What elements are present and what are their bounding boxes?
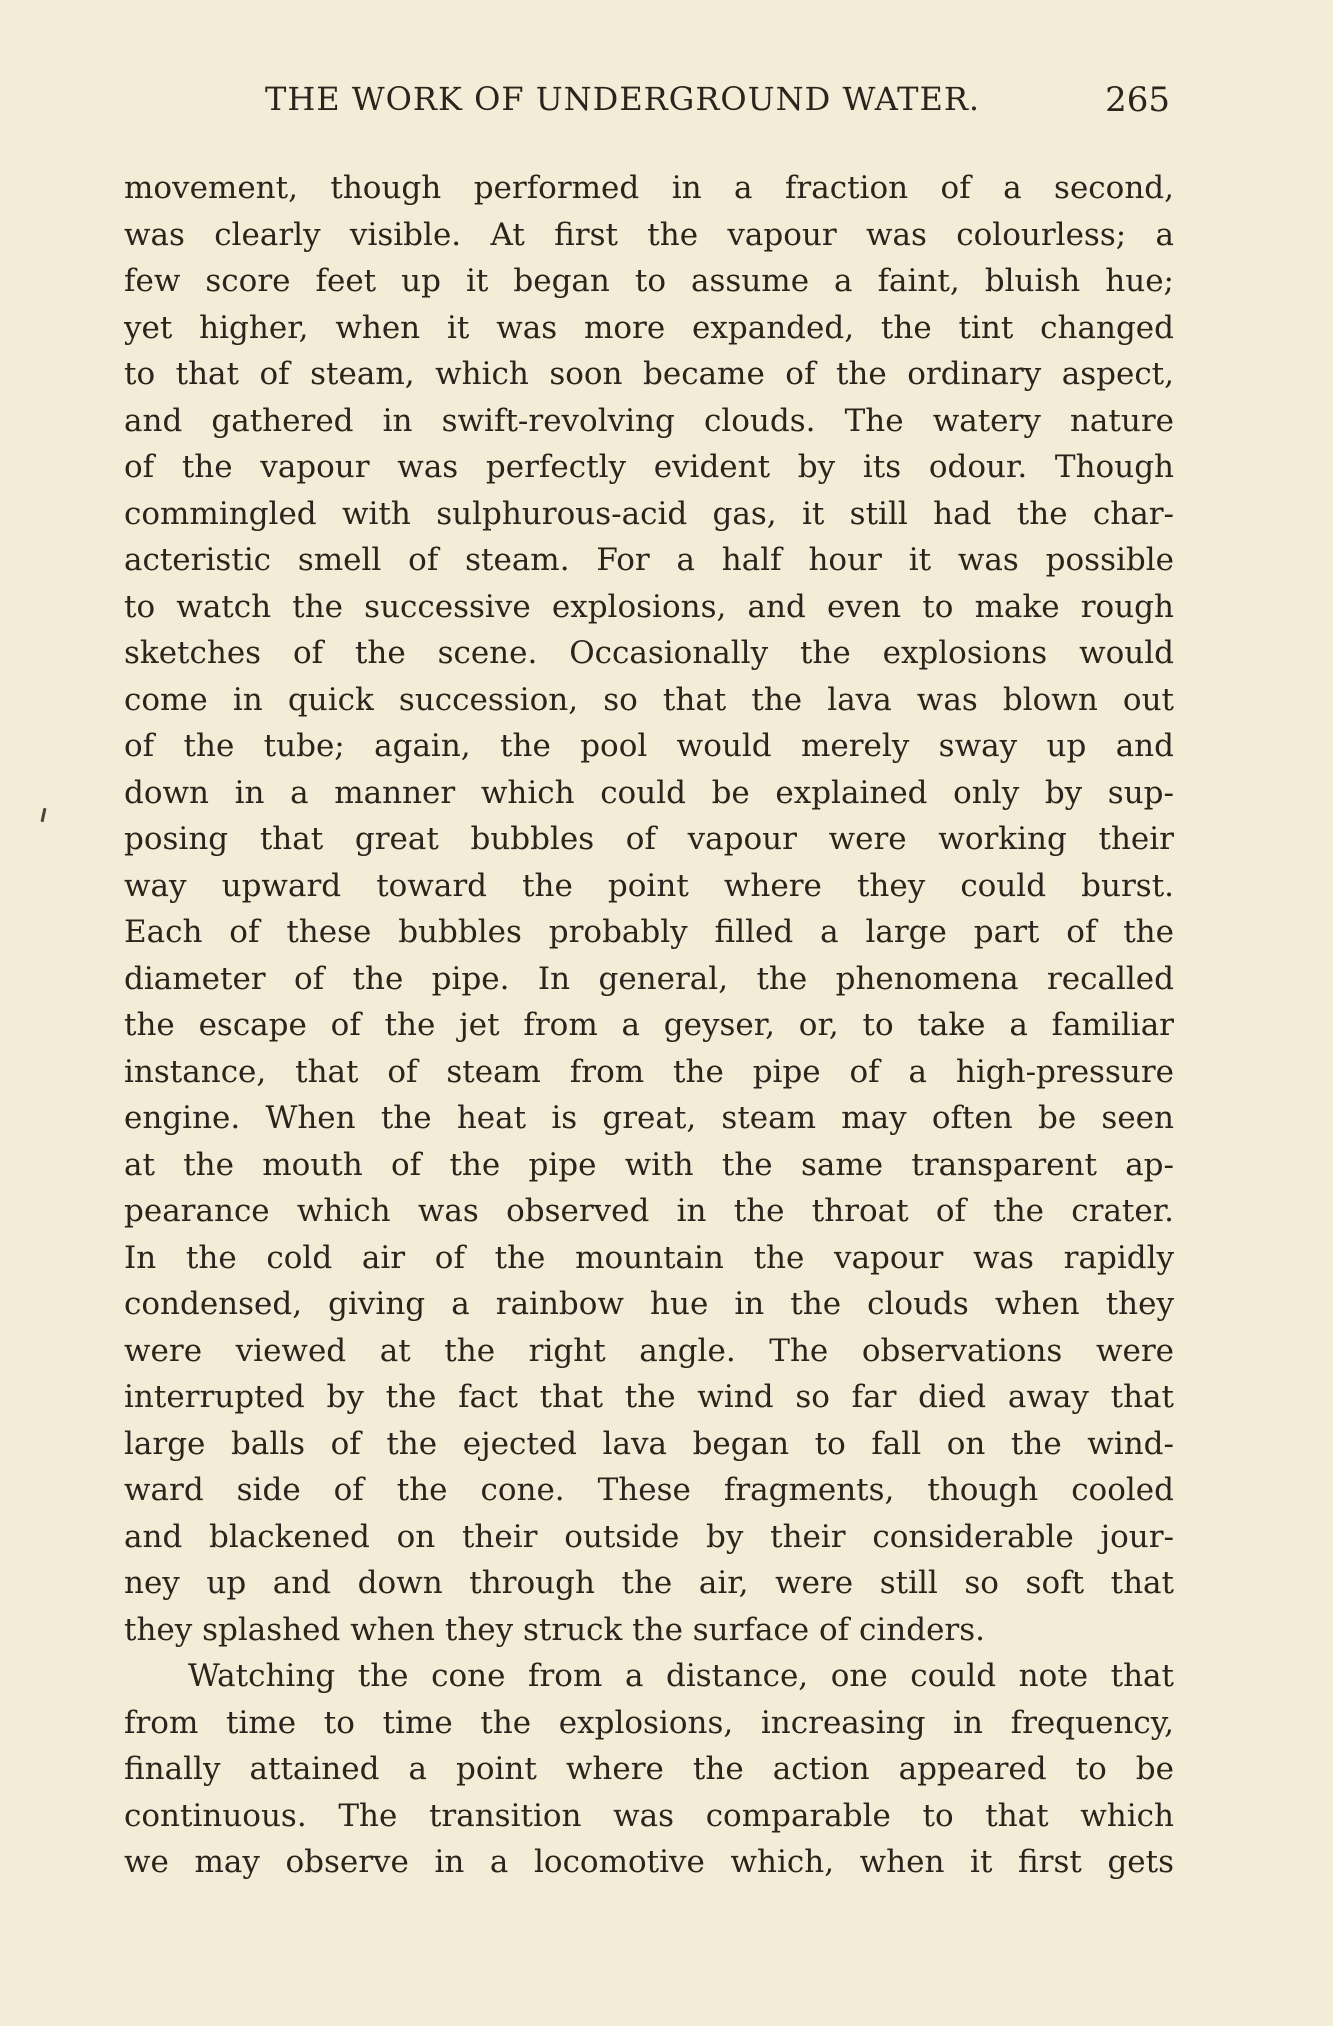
text-line: interrupted by the fact that the wind so far died away that — [124, 1379, 1174, 1415]
text-line: In the cold air of the mountain the vapour was rapidly — [124, 1239, 1174, 1276]
text-line: instance, that of steam from the pipe of a high-pressure — [124, 1053, 1174, 1090]
text-line: pearance which was observed in the throat of the crater. — [124, 1193, 1174, 1229]
text-line: the escape of the jet from a geyser, or, to take a familiar — [124, 1007, 1174, 1043]
page-number: 265 — [1105, 80, 1170, 120]
text-line: posing that great bubbles of vapour were working their — [124, 821, 1174, 857]
text-line: they splashed when they struck the surface of cinders. — [124, 1611, 985, 1648]
text-line: diameter of the pipe. In general, the phenomena recalled — [124, 960, 1174, 997]
text-line: Each of these bubbles probably filled a large part of the — [124, 914, 1174, 950]
text-line: to that of steam, which soon became of the ordinary aspect, — [124, 356, 1174, 392]
text-line: few score feet up it began to assume a faint, bluish hue; — [124, 263, 1174, 299]
text-line: and gathered in swift-revolving clouds. The watery nature — [124, 402, 1174, 439]
text-line: was clearly visible. At first the vapour was colourless; a — [124, 216, 1174, 253]
text-line: from time to time the explosions, increasing in frequency, — [124, 1704, 1174, 1741]
text-line: at the mouth of the pipe with the same transparent ap- — [124, 1146, 1174, 1183]
text-line: finally attained a point where the action appeared to be — [124, 1751, 1174, 1787]
text-line: down in a manner which could be explained only by sup- — [124, 774, 1174, 811]
text-line: were viewed at the right angle. The observations were — [124, 1332, 1174, 1369]
text-line: movement, though performed in a fraction of a second, — [124, 170, 1174, 206]
text-line: ney up and down through the air, were still so soft that — [124, 1565, 1174, 1601]
margin-mark — [41, 808, 47, 822]
page-header — [120, 80, 1170, 130]
text-line: we may observe in a locomotive which, when it first gets — [124, 1844, 1174, 1880]
text-line: to watch the successive explosions, and even to make rough — [124, 588, 1174, 625]
text-line: commingled with sulphurous-acid gas, it still had the char- — [124, 495, 1174, 532]
text-line: yet higher, when it was more expanded, the tint changed — [124, 309, 1174, 346]
text-line: and blackened on their outside by their considerable jour- — [124, 1518, 1174, 1555]
text-line: acteristic smell of steam. For a half hour it was possible — [124, 542, 1174, 578]
text-line: large balls of the ejected lava began to fall on the wind- — [124, 1425, 1174, 1462]
text-line: come in quick succession, so that the lava was blown out — [124, 681, 1174, 718]
body-text — [124, 165, 1174, 1886]
paragraph-first-line: Watching the cone from a distance, one could note that — [188, 1658, 1174, 1694]
text-line: of the tube; again, the pool would merely sway up and — [124, 728, 1174, 764]
text-line: of the vapour was perfectly evident by its odour. Though — [124, 449, 1174, 485]
text-line: engine. When the heat is great, steam may often be seen — [124, 1100, 1174, 1136]
text-line: ward side of the cone. These fragments, though cooled — [124, 1472, 1174, 1508]
text-line: condensed, giving a rainbow hue in the clouds when they — [124, 1286, 1174, 1322]
text-line: sketches of the scene. Occasionally the explosions would — [124, 635, 1174, 671]
text-line: continuous. The transition was comparable to that which — [124, 1797, 1174, 1834]
text-line: way upward toward the point where they could burst. — [124, 867, 1174, 904]
running-title: THE WORK OF UNDERGROUND WATER. — [265, 80, 981, 118]
